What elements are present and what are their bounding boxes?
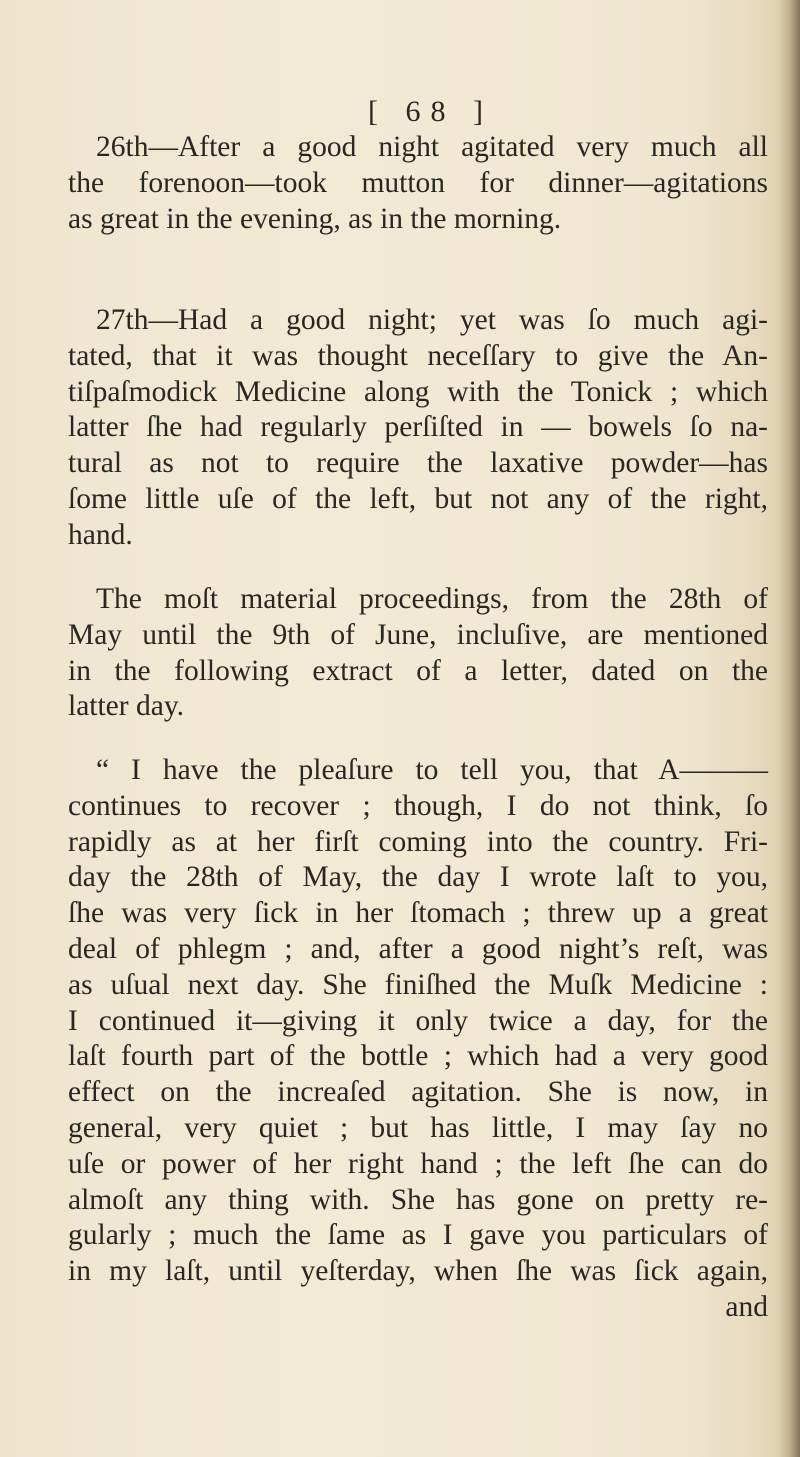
text-line: ſhe was very ſick in her ſtomach ; threw up a great bbox=[68, 897, 768, 930]
text-line: continues to recover ; though, I do not think, ſo bbox=[68, 789, 768, 822]
paragraph-26th bbox=[68, 130, 768, 237]
text-line: deal of phlegm ; and, after a good night’s reſt, was bbox=[68, 932, 768, 965]
text-line: the forenoon—took mutton for dinner—agitations bbox=[68, 166, 768, 199]
text-line: 26th—After a good night agitated very much all bbox=[96, 131, 768, 163]
text-line: latter day. bbox=[68, 690, 185, 723]
text-line: gularly ; much the ſame as I gave you particulars of bbox=[68, 1219, 768, 1252]
text-line: laſt fourth part of the bottle ; which had a very good bbox=[68, 1040, 768, 1073]
text-line: “ I have the pleaſure to tell you, that A——— bbox=[96, 754, 768, 786]
text-line: I continued it—giving it only twice a day, for the bbox=[68, 1004, 768, 1037]
text-line: uſe or power of her right hand ; the left ſhe can do bbox=[68, 1147, 768, 1180]
text-line: tated, that it was thought neceſſary to give the An- bbox=[68, 339, 768, 372]
text-line: as great in the evening, as in the morning. bbox=[68, 202, 562, 235]
text-line: rapidly as at her firſt coming into the country. Fri- bbox=[68, 825, 768, 858]
paragraph-intro-extract bbox=[68, 582, 768, 725]
text-line: as uſual next day. She finiſhed the Muſk Medicine : bbox=[68, 968, 768, 1001]
catchword: and bbox=[725, 1290, 768, 1323]
text-line: hand. bbox=[68, 518, 133, 551]
text-line: in my laſt, until yeſterday, when ſhe was ſick again, bbox=[68, 1255, 768, 1288]
text-line: general, very quiet ; but has little, I may ſay no bbox=[68, 1111, 768, 1144]
text-line: effect on the increaſed agitation. She is now, in bbox=[68, 1076, 768, 1109]
page-gutter-shadow bbox=[778, 0, 800, 1457]
text-line: almoſt any thing with. She has gone on pretty re- bbox=[68, 1183, 768, 1216]
text-line: The moſt material proceedings, from the 28th of bbox=[96, 583, 768, 615]
text-line: May until the 9th of June, incluſive, are mentioned bbox=[68, 618, 768, 651]
text-line: tiſpaſmodick Medicine along with the Tonick ; which bbox=[68, 375, 768, 408]
text-line: day the 28th of May, the day I wrote laſt to you, bbox=[68, 861, 768, 894]
text-line: latter ſhe had regularly perſiſted in — bowels ſo na- bbox=[68, 411, 768, 444]
paragraph-27th bbox=[68, 303, 768, 554]
page-number: [ 68 ] bbox=[368, 95, 493, 128]
paragraph-letter-extract bbox=[68, 753, 768, 1326]
text-line: in the following extract of a letter, dated on the bbox=[68, 654, 768, 687]
text-line: 27th—Had a good night; yet was ſo much agi- bbox=[96, 304, 768, 336]
text-line: ſome little uſe of the left, but not any of the right, bbox=[68, 482, 768, 515]
text-line: tural as not to require the laxative powder—has bbox=[68, 447, 768, 480]
